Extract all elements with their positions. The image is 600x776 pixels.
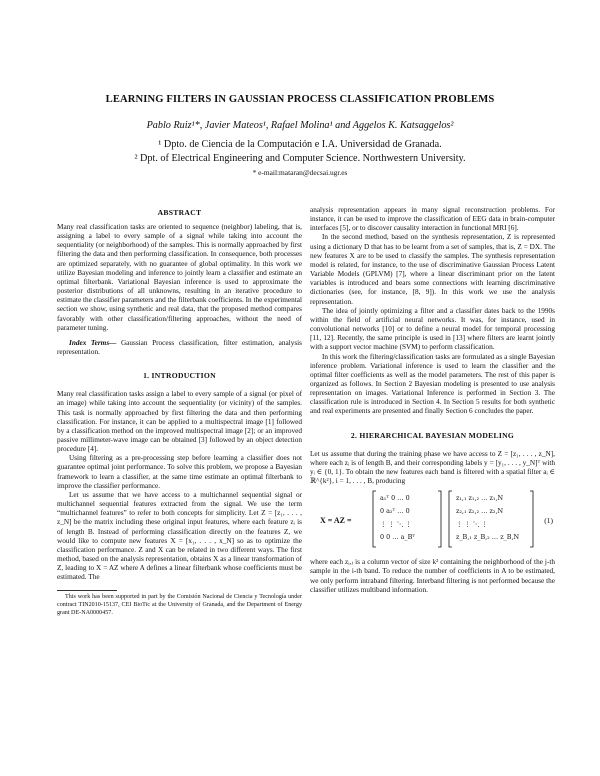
matrix-Z-row-1: z₁,₁ z₁,₂ … z₁,N — [456, 494, 504, 503]
affiliation-2: ² Dpt. of Electrical Engineering and Computer Science. Northwestern University. — [134, 153, 466, 164]
introduction-heading: 1. INTRODUCTION — [143, 371, 216, 381]
paper-authors: Pablo Ruiz¹*, Javier Mateos¹, Rafael Molina¹ and Aggelos K. Katsaggelos² — [146, 120, 454, 131]
matrix-A — [372, 490, 442, 548]
equation-lhs: X = AZ = — [320, 516, 352, 526]
section-2-paragraph-1: Let us assume that during the training phase we have access to Z = [z₁, . . . , z_N], where each zᵢ is of length B, and their corresponding labels y = [y₁, . . . , y_N]ᵀ with yᵢ ∈ {0, 1}. To obtain the new features each band is filtered with a spatial filter aᵢ ∈ ℝ^{k²}, i = 1, . . . , B, producing — [310, 449, 555, 486]
index-terms-text: Gaussian Process classification, filter estimation, analysis representation. — [57, 338, 302, 357]
index-terms-label: Index Terms— — [69, 338, 117, 347]
matrix-Z — [448, 490, 534, 548]
matrix-A-row-1: a₁ᵀ 0 … 0 — [380, 494, 410, 503]
intro-paragraph-2: Using filtering as a pre-processing step before learning a classifier does not guarantee optimal joint performance. To solve this problem, we propose a Bayesian framework to learn a classifier, at the same time estimate an optimal filterbank to improve the classifier performance. — [57, 454, 302, 490]
right-paragraph-3: The idea of jointly optimizing a filter and a classifier dates back to the 1990s within the field of artificial neural networks. It was, for instance, used in convolutional networks [10] or to define a neural model for temporal processing [11, 12]. Recently, the same principle is used in [13] where filters are learnt jointly with a support vector machine (SVM) to perform classification. — [310, 306, 555, 352]
matrix-Z-row-3: ⋮ ⋮ ⋱ ⋮ — [456, 520, 488, 529]
abstract-heading: ABSTRACT — [157, 208, 202, 217]
footnote-rule — [57, 590, 117, 591]
right-paragraph-1: analysis representation appears in many signal reconstruction problems. For instance, it can be used to improve the classification of EEG data in brain-computer interfaces [5], or to discover causality interaction in functional MRI [6]. — [310, 206, 555, 233]
intro-paragraph-1: Many real classification tasks assign a label to every sample of a signal (or pixel of an image) while taking into account the sequentiality (or vicinity) of the samples. This task is normally approached by first filtering the data and then performing classification. For instance, it can be applied to a multispectral image [1] followed by a classification method on the improved multispectral image [2]; or an improved passive millimeter-wave image can be obtained [3] followed by an object detection procedure [4]. — [57, 390, 302, 454]
matrix-Z-row-4: z_B,₁ z_B,₂ … z_B,N — [456, 533, 520, 542]
right-paragraph-4: In this work the filtering/classification tasks are formulated as a single Bayesian inference problem. Variational inference is used to learn the classifier and the optimal filter coefficients as well as the model parameters. The rest of this paper is organized as follows. In Section 2 Bayesian modeling is presented to use analysis representation on images. Variational Inference is performed in Section 3. The classification rule is introduced in Section 4. In Section 5 results for both synthetic and real experiments are presented and finally Section 6 concludes the paper. — [310, 352, 555, 416]
right-column — [310, 206, 555, 595]
right-paragraph-2: In the second method, based on the synthesis representation, Z is represented using a dictionary D that has to be learnt from a set of samples, that is, Z = DX. The new features X are to be used to classify the samples. The synthesis representation model is related, for instance, to the use of discriminative Gaussian Process Latent Variable Models (GPLVM) [7], where a linear discriminant prior on the latent variables is introduced and bears some connections with learning discriminative dictionaries (see, for instance, [8, 9]). In this work we use the analysis representation. — [310, 233, 555, 306]
affiliation-1: ¹ Dpto. de Ciencia de la Computación e I.A. Universidad de Granada. — [158, 139, 442, 150]
index-terms — [57, 339, 302, 357]
left-column — [57, 208, 302, 618]
intro-paragraph-3: Let us assume that we have access to a multichannel sequential signal or multichannel sequential features extracted from the signal. We use the term “multichannel features” to refer to both concepts for simplicity. Let Z = [z₁, . . . , z_N] be the matrix including these original input features, where each feature zᵢ is of length B. Instead of performing classification directly on the features Z, we would like to compute new features X = [x₁, . . . , x_N] so as to optimize the classification performance. Z and X can be related in two different ways. The first method, based on the analysis representation, obtains X as a linear transformation of Z, leading to X = AZ where A defines a linear filterbank whose coefficients must be estimated. The — [57, 490, 302, 582]
section-2-heading: 2. HIERARCHICAL BAYESIAN MODELING — [350, 430, 515, 440]
matrix-A-row-3: ⋮ ⋮ ⋱ ⋮ — [380, 520, 412, 529]
paper-title: LEARNING FILTERS IN GAUSSIAN PROCESS CLASSIFICATION PROBLEMS — [105, 94, 495, 105]
footnote: This work has been supported in part by the Comisión Nacional de Ciencia y Tecnología under contract TIN2010-15137, CEI BioTic at the University of Granada, and the Department of Energy grant DE-NA0000457. — [57, 594, 302, 617]
matrix-A-row-2: 0 a₂ᵀ … 0 — [380, 507, 410, 516]
section-2-paragraph-2: where each zᵢ,ⱼ is a column vector of size k² containing the neighborhood of the j-th sample in the i-th band. To reduce the number of coefficients in A to be estimated, we only perform intraband filtering. Interband filtering is not performed because the classifier utilizes multiband information. — [310, 558, 555, 594]
contact-email: * e-mail:mataran@decsai.ugr.es — [252, 168, 348, 177]
matrix-A-row-4: 0 0 … a_Bᵀ — [380, 533, 416, 542]
matrix-Z-row-2: z₂,₁ z₂,₂ … z₂,N — [456, 507, 504, 516]
equation-1 — [310, 490, 555, 552]
abstract-text: Many real classification tasks are oriented to sequence (neighbor) labeling, that is, assigning a label to every sample of a signal while taking into account the sequentiality (or neighborhood) of the samples. This is normally approached by first filtering the data and then performing classification. In consequence, both processes are optimized separately, with no guarantee of global optimality. In this work we utilize Bayesian modeling and inference to jointly learn a classifier and estimate an optimal filterbank. Variational Bayesian inference is used to approximate the posterior distributions of all unknowns, resulting in an iterative procedure to estimate the classifier parameters and the filterbank coefficients. In the experimental section we show, using synthetic and real data, that the proposed method compares favorably with other classification/filtering approaches, without the need of parameter tuning. — [57, 223, 302, 332]
equation-number: (1) — [544, 516, 553, 526]
